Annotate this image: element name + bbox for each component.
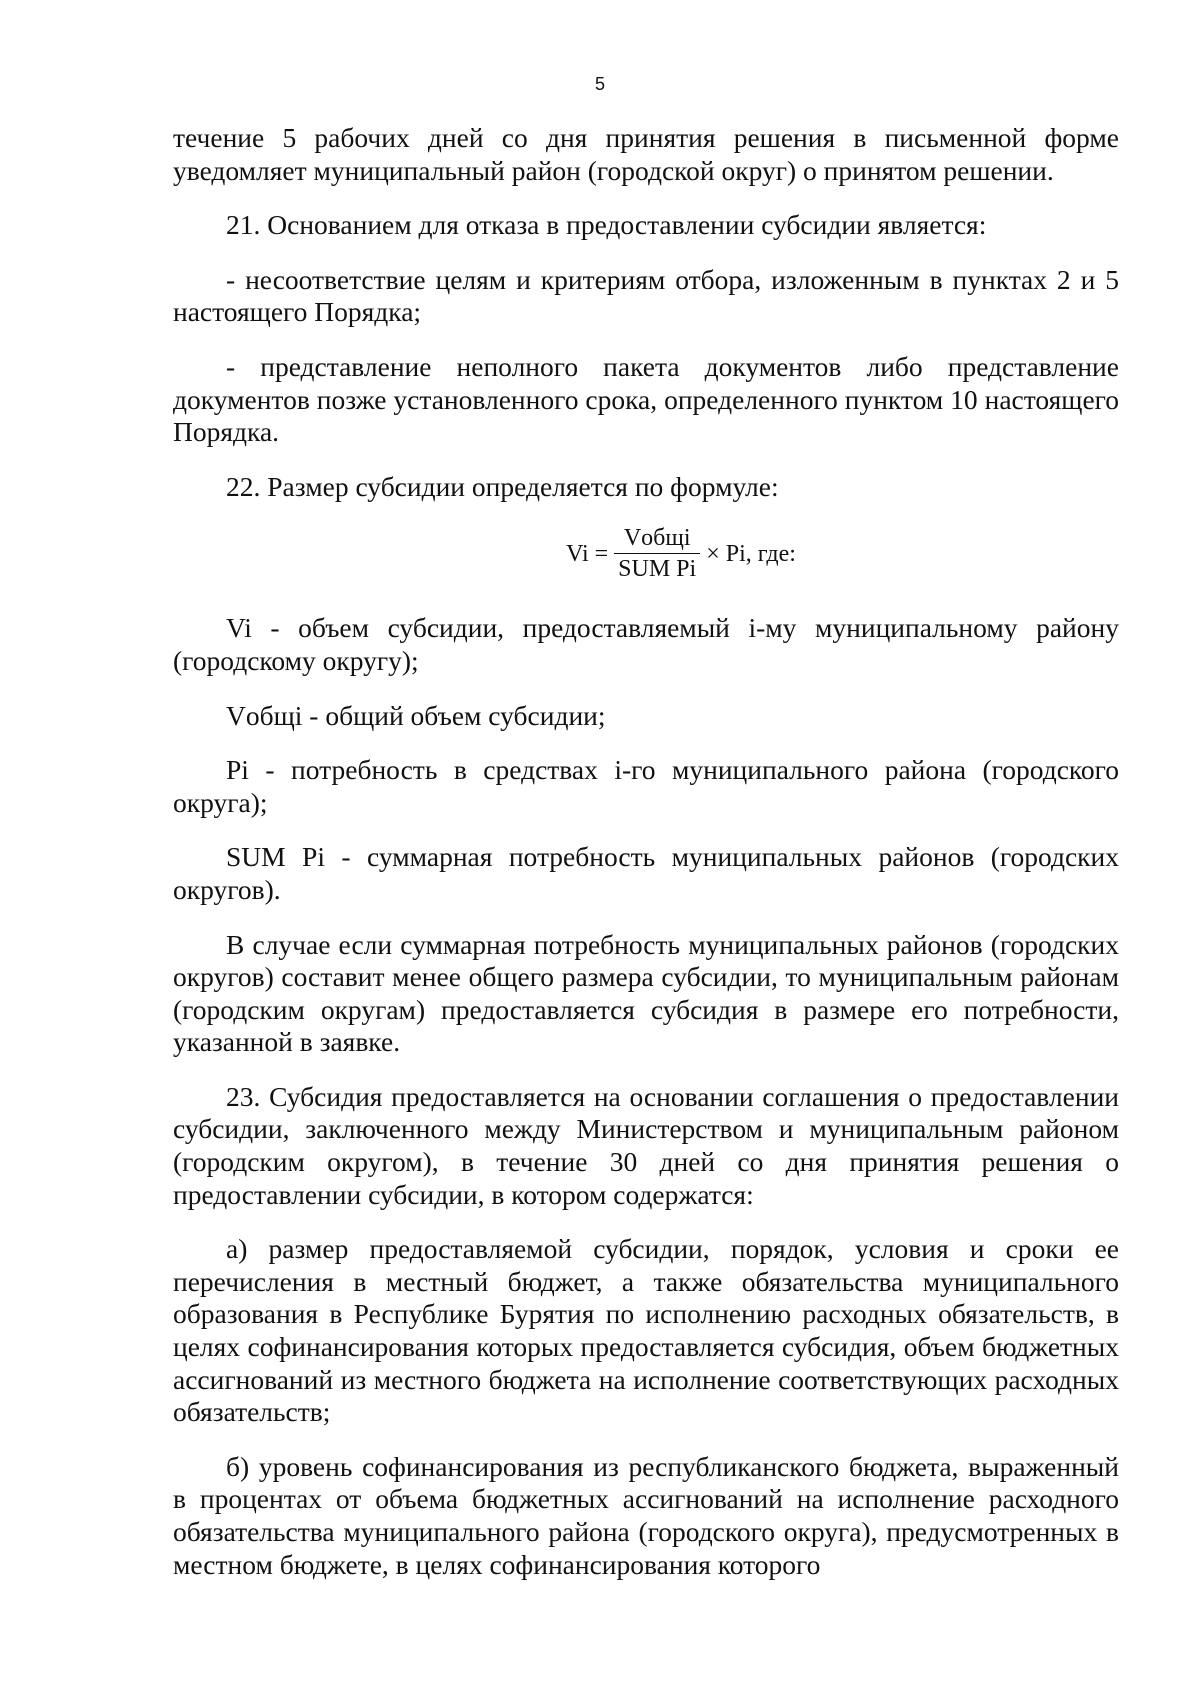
formula-lhs: Vi =: [566, 540, 609, 567]
subsidy-formula: [243, 525, 1119, 582]
paragraph-clause-23: 23. Субсидия предоставляется на основании соглашения о предоставлении субсидии, заключенного между Министерством и муниципальным районом (городским округом), в течение 30 дней со дня принятия решения о предоставлении субсидии, в котором содержатся:: [173, 1080, 1119, 1210]
formula-denominator: SUM Pi: [618, 556, 697, 583]
page-number: 5: [594, 74, 605, 94]
definition-vobshi: Vобщi - общий объем субсидии;: [226, 699, 606, 731]
paragraph-clause-21: 21. Основанием для отказа в предоставлении субсидии является:: [226, 209, 987, 241]
definition-sum-pi: SUM Pi - суммарная потребность муниципальных районов (городских округов).: [173, 841, 1119, 905]
document-body: [173, 122, 1119, 1603]
formula-fraction: [614, 525, 700, 582]
paragraph-refusal-reason-2: - представление неполного пакета документов либо представление документов позже установленного срока, определенного пунктом 10 настоящего Порядка.: [173, 350, 1119, 448]
formula-numerator: Vобщi: [623, 525, 691, 552]
paragraph-item-a: а) размер предоставляемой субсидии, порядок, условия и сроки ее перечисления в местный бюджет, а также обязательства муниципального образования в Республике Бурятия по исполнению расходных обязательств, в целях софинансирования которых предоставляется субсидия, объем бюджетных ассигнований из местного бюджета на исполнение соответствующих расходных обязательств;: [173, 1233, 1119, 1428]
definition-vi: Vi - объем субсидии, предоставляемый i-му муниципальному району (городскому округу);: [173, 612, 1119, 676]
paragraph-clause-22: 22. Размер субсидии определяется по формуле:: [226, 470, 779, 502]
paragraph-continuation: течение 5 рабочих дней со дня принятия решения в письменной форме уведомляет муниципальный район (городской округ) о принятом решении.: [173, 122, 1119, 186]
paragraph-case: В случае если суммарная потребность муниципальных районов (городских округов) составит менее общего размера субсидии, то муниципальным районам (городским округам) предоставляется субсидия в размере его потребности, указанной в заявке.: [173, 928, 1119, 1058]
paragraph-item-b: б) уровень софинансирования из республиканского бюджета, выраженный в процентах от объема бюджетных ассигнований на исполнение расходного обязательства муниципального района (городского округа), предусмотренных в местном бюджете, в целях софинансирования которого: [173, 1450, 1119, 1580]
formula-rhs: × Pi, где:: [706, 540, 796, 567]
paragraph-refusal-reason-1: - несоответствие целям и критериям отбора, изложенным в пунктах 2 и 5 настоящего Порядка;: [173, 263, 1119, 328]
definition-pi: Pi - потребность в средствах i-го муниципального района (городского округа);: [173, 754, 1119, 818]
